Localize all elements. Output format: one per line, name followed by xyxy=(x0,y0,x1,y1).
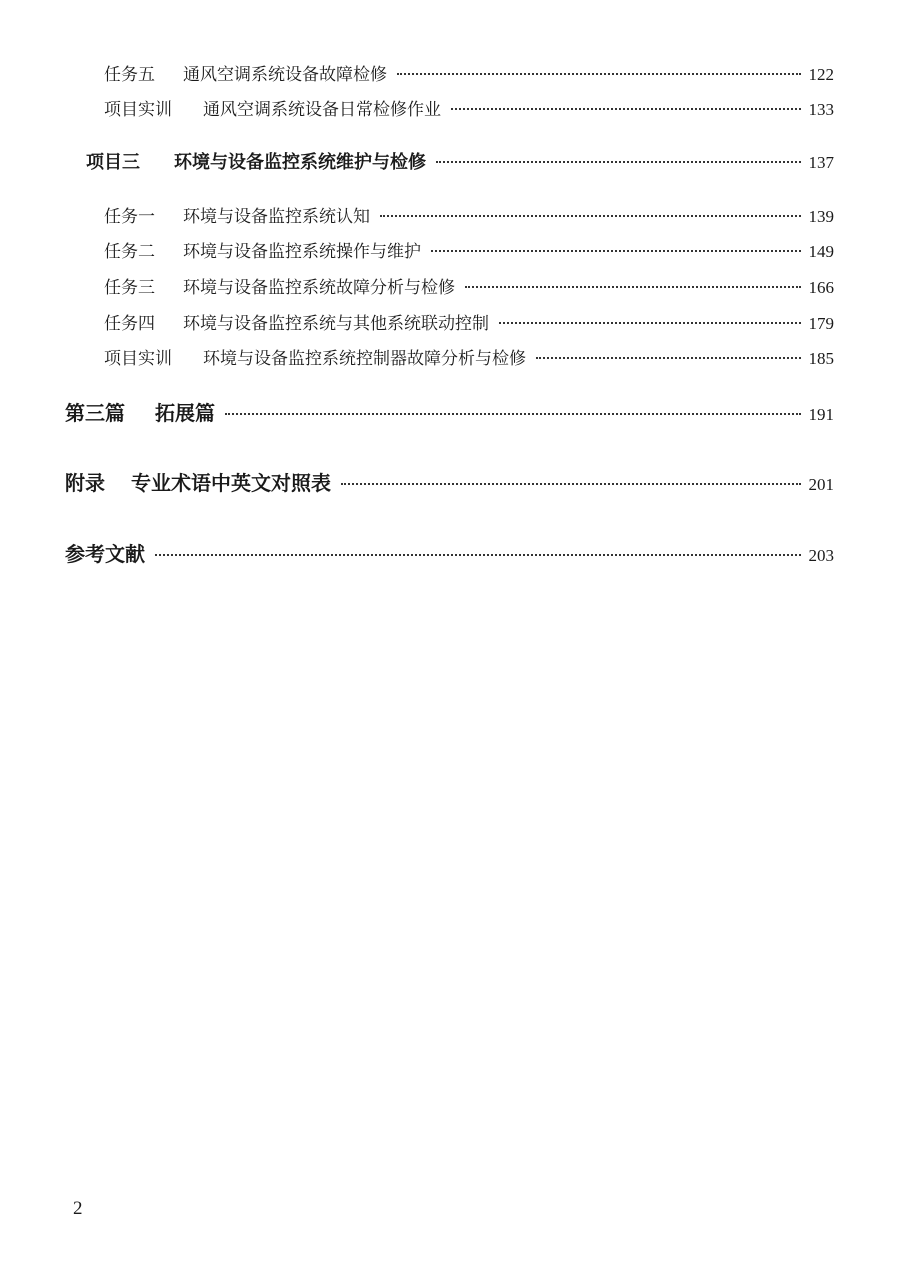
toc-entry-p3-task3 xyxy=(104,273,834,298)
entry-label: 附录 xyxy=(65,471,105,495)
dot-leader xyxy=(431,250,801,252)
entry-title: 环境与设备监控系统维护与检修 xyxy=(174,152,426,173)
toc-entry-project3 xyxy=(86,148,834,174)
entry-page-number: 191 xyxy=(808,405,834,424)
entry-label: 项目实训 xyxy=(104,100,172,120)
entry-title: 拓展篇 xyxy=(155,401,215,425)
entry-label: 任务一 xyxy=(104,207,155,227)
dot-leader xyxy=(451,108,801,110)
dot-leader xyxy=(536,357,801,359)
entry-label: 项目三 xyxy=(86,152,140,173)
toc-entry-p3-task1 xyxy=(104,202,834,227)
toc-entry-appendix xyxy=(65,467,834,496)
entry-label: 任务二 xyxy=(104,242,155,262)
toc-entry-part3 xyxy=(65,397,834,426)
entry-title: 参考文献 xyxy=(65,542,145,566)
entry-title: 环境与设备监控系统认知 xyxy=(183,207,370,227)
dot-leader xyxy=(225,413,801,415)
entry-page-number: 201 xyxy=(808,475,834,494)
entry-title: 通风空调系统设备故障检修 xyxy=(183,65,387,85)
entry-page-number: 122 xyxy=(808,65,834,84)
entry-title: 环境与设备监控系统与其他系统联动控制 xyxy=(183,314,489,334)
entry-title: 通风空调系统设备日常检修作业 xyxy=(203,100,441,120)
entry-title: 环境与设备监控系统故障分析与检修 xyxy=(183,278,455,298)
toc-entry-task5 xyxy=(104,60,834,85)
dot-leader xyxy=(155,554,801,556)
entry-label: 第三篇 xyxy=(65,401,125,425)
toc-entry-p3-task2 xyxy=(104,237,834,262)
toc-entry-p3-practice xyxy=(104,344,834,369)
entry-page-number: 137 xyxy=(808,153,834,172)
entry-label: 项目实训 xyxy=(104,349,172,369)
toc-entry-p3-task4 xyxy=(104,309,834,334)
entry-page-number: 149 xyxy=(808,242,834,261)
entry-page-number: 185 xyxy=(808,349,834,368)
entry-page-number: 139 xyxy=(808,207,834,226)
toc-entry-project-practice xyxy=(104,95,834,120)
entry-label: 任务四 xyxy=(104,314,155,334)
entry-page-number: 133 xyxy=(808,100,834,119)
dot-leader xyxy=(436,161,801,163)
dot-leader xyxy=(499,322,801,324)
page-number: 2 xyxy=(73,1198,83,1219)
entry-page-number: 203 xyxy=(808,546,834,565)
entry-title: 环境与设备监控系统控制器故障分析与检修 xyxy=(203,349,526,369)
entry-page-number: 179 xyxy=(808,314,834,333)
entry-label: 任务五 xyxy=(104,65,155,85)
dot-leader xyxy=(380,215,801,217)
dot-leader xyxy=(465,286,801,288)
dot-leader xyxy=(397,73,801,75)
dot-leader xyxy=(341,483,801,485)
entry-label: 任务三 xyxy=(104,278,155,298)
entry-title: 环境与设备监控系统操作与维护 xyxy=(183,242,421,262)
entry-page-number: 166 xyxy=(808,278,834,297)
toc-entry-references xyxy=(65,538,834,567)
entry-title: 专业术语中英文对照表 xyxy=(131,471,331,495)
